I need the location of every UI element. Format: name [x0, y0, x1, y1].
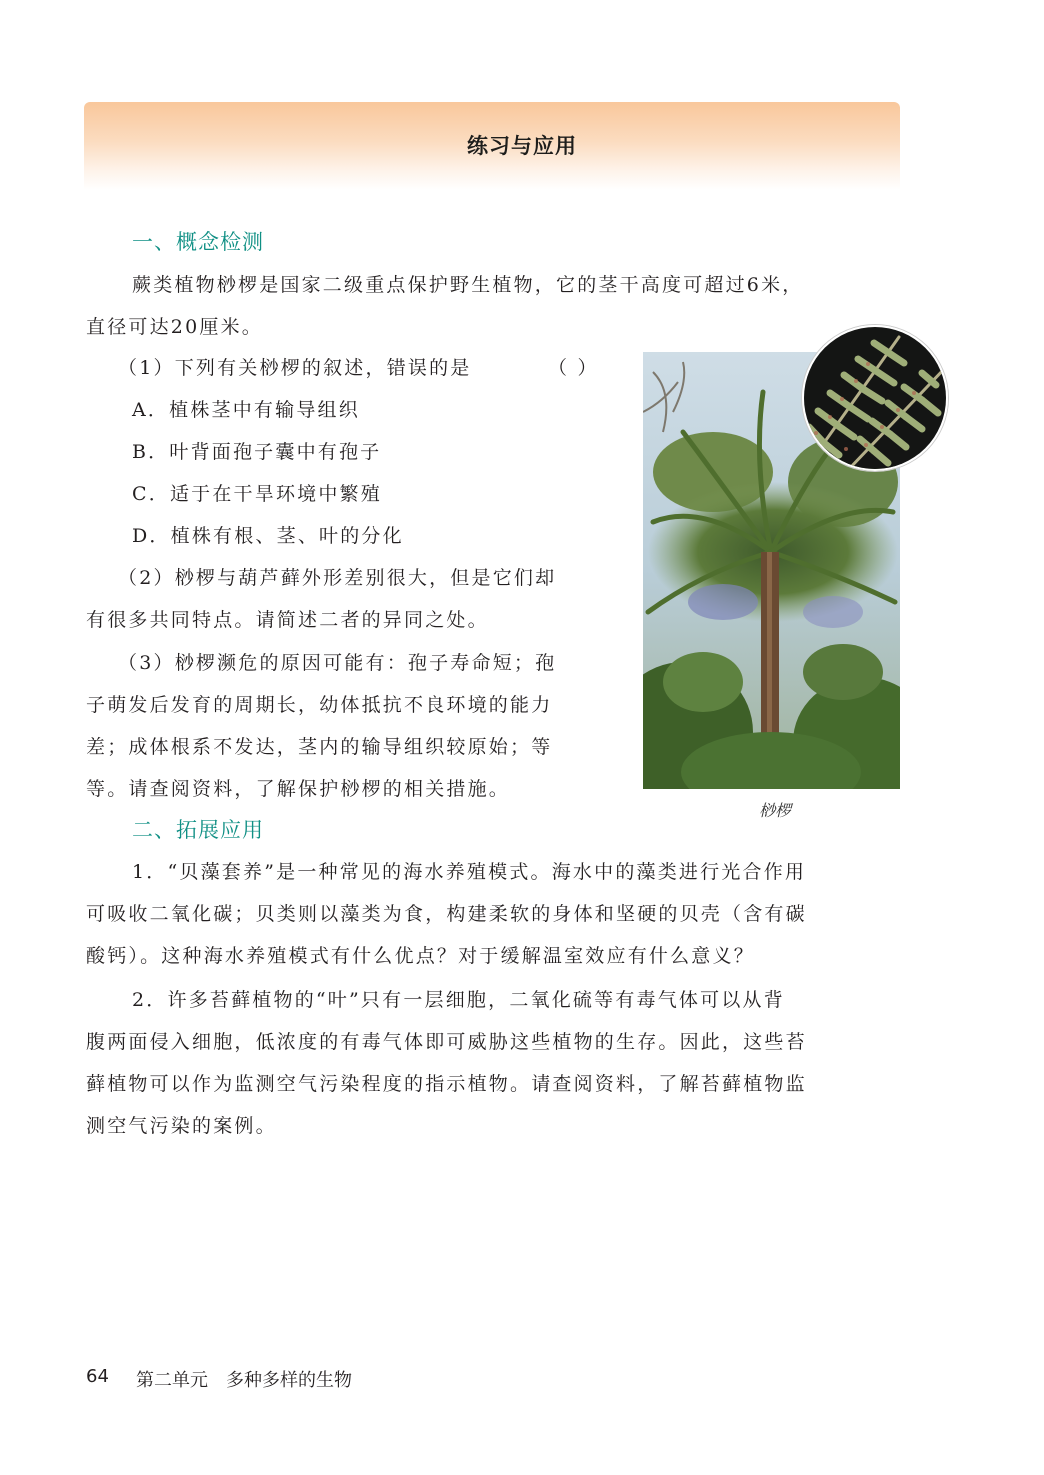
application-2-line-3: 藓植物可以作为监测空气污染程度的指示植物。请查阅资料，了解苔藓植物监	[86, 1073, 807, 1095]
answer-bracket: （ ）	[548, 357, 599, 379]
section-heading-concept-check: 一、概念检测	[132, 230, 264, 254]
question-2-line-1: （2）桫椤与葫芦藓外形差别很大，但是它们却	[118, 567, 557, 589]
option-b: B．叶背面孢子囊中有孢子	[132, 441, 382, 463]
intro-line-2: 直径可达20厘米。	[86, 316, 263, 338]
application-1-line-1: 1．“贝藻套养”是一种常见的海水养殖模式。海水中的藻类进行光合作用	[132, 861, 807, 883]
question-2-line-2: 有很多共同特点。请简述二者的异同之处。	[86, 609, 489, 631]
option-d: D．植株有根、茎、叶的分化	[132, 525, 404, 547]
question-3-line-1: （3）桫椤濒危的原因可能有：孢子寿命短；孢	[118, 652, 557, 674]
option-a: A．植株茎中有输导组织	[132, 399, 360, 421]
frond-closeup-inset	[802, 325, 948, 471]
question-3-line-3: 差；成体根系不发达，茎内的输导组织较原始；等	[86, 736, 553, 758]
application-2-line-1: 2．许多苔藓植物的“叶”只有一层细胞，二氧化硫等有毒气体可以从背	[132, 989, 785, 1011]
question-1-stem: （1）下列有关桫椤的叙述，错误的是	[118, 357, 472, 379]
application-1-line-2: 可吸收二氧化碳；贝类则以藻类为食，构建柔软的身体和坚硬的贝壳（含有碳	[86, 903, 807, 925]
page-number: 64	[86, 1366, 109, 1387]
section-heading-extended-application: 二、拓展应用	[132, 818, 264, 842]
application-1-line-3: 酸钙）。这种海水养殖模式有什么优点？对于缓解温室效应有什么意义？	[86, 945, 755, 967]
intro-line-1: 蕨类植物桫椤是国家二级重点保护野生植物，它的茎干高度可超过6米，	[132, 274, 804, 296]
application-2-line-4: 测空气污染的案例。	[86, 1115, 277, 1137]
figure-caption: 桫椤	[758, 801, 791, 820]
question-3-line-4: 等。请查阅资料，了解保护桫椤的相关措施。	[86, 778, 511, 800]
application-2-line-2: 腹两面侵入细胞，低浓度的有毒气体即可威胁这些植物的生存。因此，这些苔	[86, 1031, 807, 1053]
question-3-line-2: 子萌发后发育的周期长，幼体抵抗不良环境的能力	[86, 694, 553, 716]
option-c: C．适于在干旱环境中繁殖	[132, 483, 382, 505]
unit-title: 第二单元 多种多样的生物	[136, 1370, 352, 1391]
page-title: 练习与应用	[467, 134, 577, 158]
